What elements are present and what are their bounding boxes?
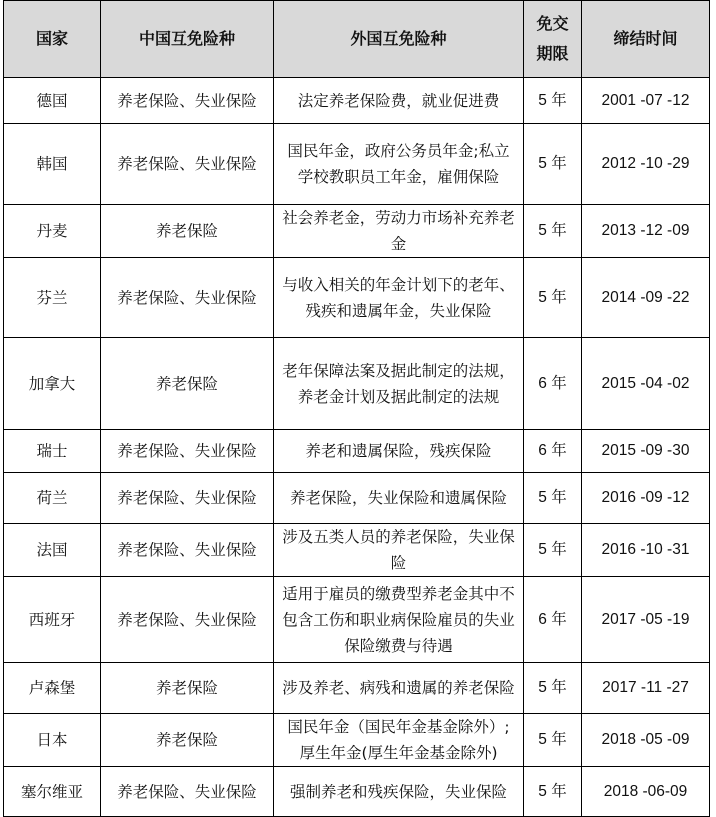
cell-china-insurance: 养老保险、失业保险 <box>101 473 274 524</box>
cell-signed-date: 2016 -10 -31 <box>582 524 710 577</box>
table-row <box>4 430 710 473</box>
cell-foreign-insurance: 养老和遗属保险，残疾保险 <box>274 430 524 473</box>
header-row <box>4 1 710 78</box>
cell-signed-date: 2012 -10 -29 <box>582 124 710 205</box>
cell-signed-date: 2018 -05 -09 <box>582 714 710 767</box>
cell-exempt-years: 5 年 <box>524 524 582 577</box>
cell-china-insurance: 养老保险 <box>101 205 274 258</box>
cell-foreign-insurance: 强制养老和残疾保险，失业保险 <box>274 767 524 817</box>
header-china-insurance: 中国互免险种 <box>101 1 274 78</box>
table-row <box>4 524 710 577</box>
cell-signed-date: 2015 -04 -02 <box>582 338 710 430</box>
cell-signed-date: 2015 -09 -30 <box>582 430 710 473</box>
cell-foreign-insurance: 国民年金，政府公务员年金;私立学校教职员工年金，雇佣保险 <box>274 124 524 205</box>
cell-exempt-years: 5 年 <box>524 767 582 817</box>
table-row <box>4 663 710 714</box>
cell-foreign-insurance: 养老保险，失业保险和遗属保险 <box>274 473 524 524</box>
cell-country: 卢森堡 <box>4 663 101 714</box>
table-row <box>4 767 710 817</box>
cell-exempt-years: 5 年 <box>524 663 582 714</box>
cell-foreign-insurance: 社会养老金，劳动力市场补充养老金 <box>274 205 524 258</box>
table-row <box>4 78 710 124</box>
cell-country: 韩国 <box>4 124 101 205</box>
cell-country: 荷兰 <box>4 473 101 524</box>
header-signed-date: 缔结时间 <box>582 1 710 78</box>
cell-china-insurance: 养老保险 <box>101 663 274 714</box>
cell-country: 芬兰 <box>4 258 101 338</box>
table-row <box>4 473 710 524</box>
cell-signed-date: 2014 -09 -22 <box>582 258 710 338</box>
cell-foreign-insurance: 法定养老保险费，就业促进费 <box>274 78 524 124</box>
cell-signed-date: 2017 -05 -19 <box>582 577 710 663</box>
header-foreign-insurance: 外国互免险种 <box>274 1 524 78</box>
cell-china-insurance: 养老保险 <box>101 714 274 767</box>
cell-foreign-insurance: 与收入相关的年金计划下的老年、残疾和遗属年金，失业保险 <box>274 258 524 338</box>
cell-china-insurance: 养老保险、失业保险 <box>101 767 274 817</box>
cell-exempt-years: 6 年 <box>524 430 582 473</box>
cell-china-insurance: 养老保险、失业保险 <box>101 258 274 338</box>
table-row <box>4 205 710 258</box>
cell-china-insurance: 养老保险、失业保险 <box>101 524 274 577</box>
header-exempt-years: 免交 期限 <box>524 1 582 78</box>
cell-china-insurance: 养老保险、失业保险 <box>101 124 274 205</box>
cell-exempt-years: 5 年 <box>524 124 582 205</box>
cell-signed-date: 2001 -07 -12 <box>582 78 710 124</box>
cell-signed-date: 2017 -11 -27 <box>582 663 710 714</box>
cell-foreign-insurance: 涉及五类人员的养老保险，失业保险 <box>274 524 524 577</box>
cell-exempt-years: 5 年 <box>524 205 582 258</box>
cell-china-insurance: 养老保险 <box>101 338 274 430</box>
header-country: 国家 <box>4 1 101 78</box>
cell-signed-date: 2013 -12 -09 <box>582 205 710 258</box>
cell-country: 德国 <box>4 78 101 124</box>
cell-signed-date: 2018 -06-09 <box>582 767 710 817</box>
cell-foreign-insurance: 国民年金（国民年金基金除外）;厚生年金(厚生年金基金除外) <box>274 714 524 767</box>
cell-country: 法国 <box>4 524 101 577</box>
cell-exempt-years: 5 年 <box>524 258 582 338</box>
table-row <box>4 124 710 205</box>
cell-exempt-years: 5 年 <box>524 714 582 767</box>
cell-china-insurance: 养老保险、失业保险 <box>101 430 274 473</box>
cell-country: 瑞士 <box>4 430 101 473</box>
cell-exempt-years: 5 年 <box>524 473 582 524</box>
cell-exempt-years: 6 年 <box>524 338 582 430</box>
table-row <box>4 338 710 430</box>
cell-country: 丹麦 <box>4 205 101 258</box>
cell-country: 加拿大 <box>4 338 101 430</box>
cell-exempt-years: 5 年 <box>524 78 582 124</box>
cell-foreign-insurance: 涉及养老、病残和遗属的养老保险 <box>274 663 524 714</box>
cell-china-insurance: 养老保险、失业保险 <box>101 577 274 663</box>
cell-china-insurance: 养老保险、失业保险 <box>101 78 274 124</box>
table-row <box>4 258 710 338</box>
table-row <box>4 577 710 663</box>
cell-foreign-insurance: 适用于雇员的缴费型养老金其中不包含工伤和职业病保险雇员的失业保险缴费与待遇 <box>274 577 524 663</box>
insurance-exemption-table <box>3 0 710 817</box>
cell-signed-date: 2016 -09 -12 <box>582 473 710 524</box>
cell-country: 日本 <box>4 714 101 767</box>
cell-country: 塞尔维亚 <box>4 767 101 817</box>
table-row <box>4 714 710 767</box>
cell-exempt-years: 6 年 <box>524 577 582 663</box>
cell-foreign-insurance: 老年保障法案及据此制定的法规，养老金计划及据此制定的法规 <box>274 338 524 430</box>
cell-country: 西班牙 <box>4 577 101 663</box>
